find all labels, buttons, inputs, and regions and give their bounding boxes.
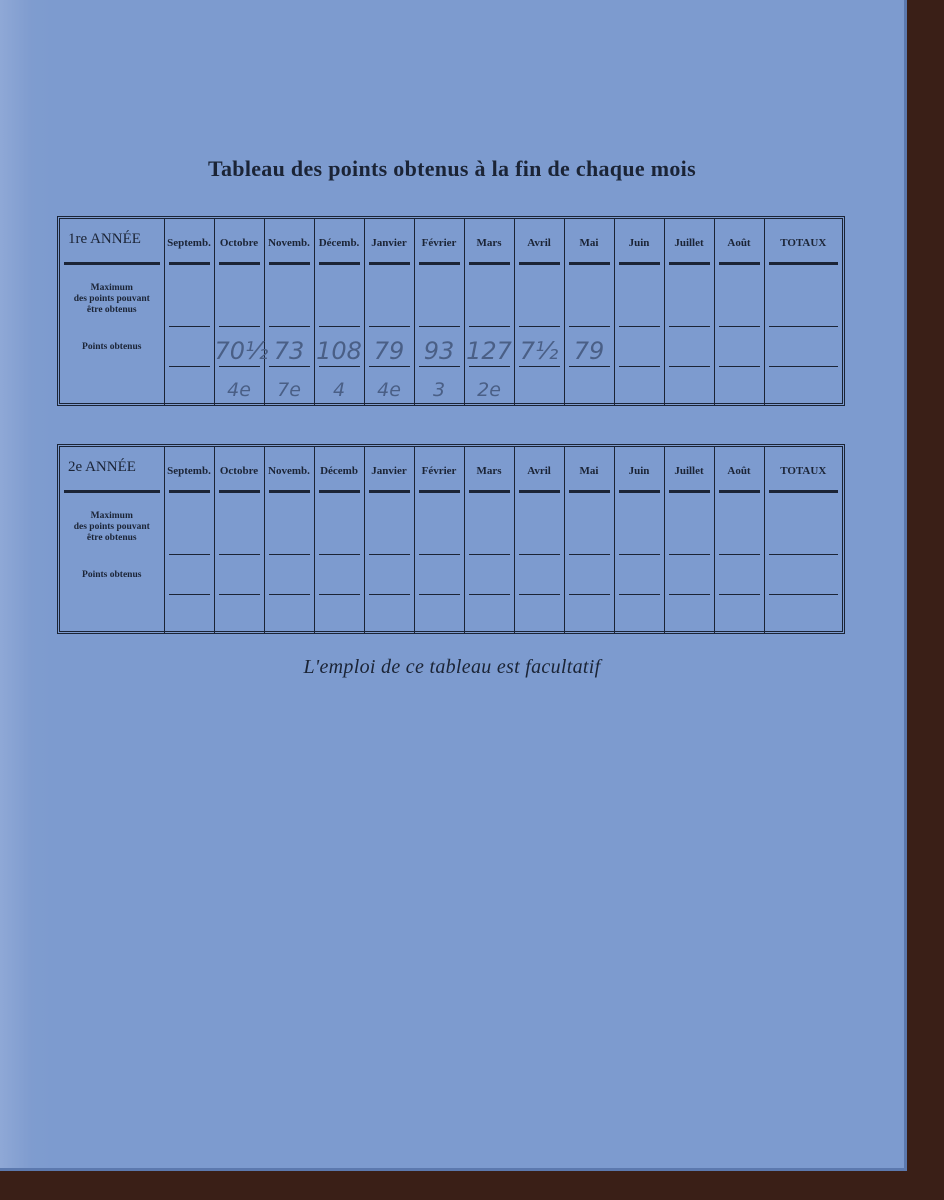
month-header: Septemb.	[164, 447, 214, 493]
month-header: Janvier	[364, 219, 414, 265]
totals-header: TOTAUX	[764, 219, 842, 265]
month-header: Juillet	[664, 219, 714, 265]
page-title: Tableau des points obtenus à la fin de chaque mois	[208, 156, 696, 181]
month-header: Février	[414, 219, 464, 265]
points-label: Points obtenus	[82, 569, 142, 580]
year1-max-row	[60, 265, 842, 327]
month-header: Juin	[614, 219, 664, 265]
year2-header-row	[60, 447, 842, 493]
handwritten-rank: 4e	[377, 379, 401, 401]
month-header: Novemb.	[264, 219, 314, 265]
handwritten-points: 127	[466, 337, 512, 365]
month-header: Décemb.	[314, 219, 364, 265]
month-header: Mai	[564, 219, 614, 265]
points-label: Points obtenus	[82, 341, 142, 352]
month-header: Août	[714, 219, 764, 265]
year1-rank-row	[60, 367, 842, 405]
handwritten-rank: 4	[332, 379, 346, 401]
handwritten-rank: 3	[432, 379, 446, 401]
month-header: Août	[714, 447, 764, 493]
month-header: Octobre	[214, 447, 264, 493]
month-header: Mars	[464, 219, 514, 265]
year1-points-row	[60, 327, 842, 367]
year2-rank-row	[60, 595, 842, 633]
month-header: Juillet	[664, 447, 714, 493]
handwritten-rank: 4e	[227, 379, 251, 401]
totals-header: TOTAUX	[764, 447, 842, 493]
handwritten-points: 73	[273, 337, 305, 365]
month-header: Janvier	[364, 447, 414, 493]
year2-max-row	[60, 493, 842, 555]
year2-points-row	[60, 555, 842, 595]
month-header: Mars	[464, 447, 514, 493]
year2-label: 2e ANNÉE	[60, 447, 164, 493]
month-header: Septemb.	[164, 219, 214, 265]
footer-note: L'emploi de ce tableau est facultatif	[303, 656, 601, 678]
handwritten-rank: 7e	[277, 379, 301, 401]
handwritten-points: 108	[316, 337, 362, 365]
year1-table	[57, 216, 845, 406]
month-header: Avril	[514, 219, 564, 265]
year2-table	[57, 444, 845, 634]
month-header: Octobre	[214, 219, 264, 265]
handwritten-rank: 2e	[477, 379, 501, 401]
max-label: Maximum des points pouvant être obtenus	[73, 283, 150, 315]
max-label: Maximum des points pouvant être obtenus	[73, 511, 150, 543]
handwritten-points: 93	[423, 337, 455, 365]
handwritten-points: 70½	[214, 337, 269, 365]
handwritten-points: 79	[373, 337, 405, 365]
year1-label: 1re ANNÉE	[60, 219, 164, 265]
year1-header-row	[60, 219, 842, 265]
month-header: Février	[414, 447, 464, 493]
handwritten-points: 7½	[519, 337, 559, 365]
month-header: Mai	[564, 447, 614, 493]
month-header: Novemb.	[264, 447, 314, 493]
handwritten-points: 79	[573, 337, 605, 365]
month-header: Avril	[514, 447, 564, 493]
month-header: Décemb	[314, 447, 364, 493]
month-header: Juin	[614, 447, 664, 493]
